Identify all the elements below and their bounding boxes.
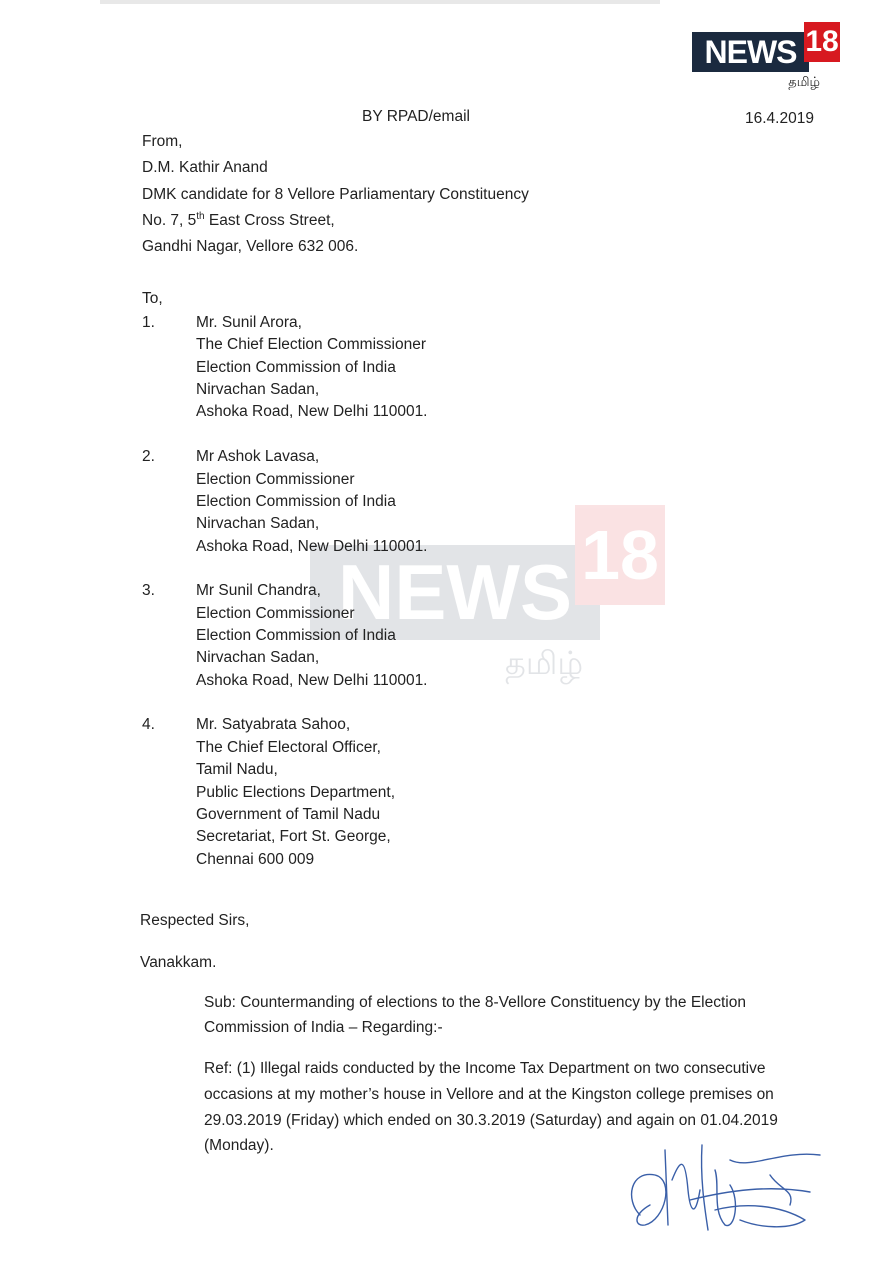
watermark-tamil: தமிழ் [505,645,584,681]
watermark-number: 18 [575,505,665,605]
recipient-line: Ashoka Road, New Delhi 110001. [196,538,428,555]
recipient-number: 1. [142,314,155,331]
recipient-line: Mr Sunil Chandra, [196,582,321,599]
news18-watermark [310,505,665,695]
recipient-line: Chennai 600 009 [196,851,315,868]
recipient-line: Election Commission of India [196,493,396,510]
letter-date: 16.4.2019 [745,110,814,127]
recipient-line: The Chief Electoral Officer, [196,739,381,756]
recipient-line: Government of Tamil Nadu [196,806,381,823]
watermark-news: NEWS [310,545,600,640]
from-label: From, [142,133,183,150]
scan-edge [100,0,660,4]
sender-address-line1: No. 7, 5th East Cross Street, [142,210,335,229]
recipient-line: Secretariat, Fort St. George, [196,828,391,845]
recipient-number: 2. [142,448,155,465]
recipient-line: Ashoka Road, New Delhi 110001. [196,672,428,689]
reference-line: 29.03.2019 (Friday) which ended on 30.3.2019 (Saturday) and again on 01.04.2019 [204,1112,778,1129]
subject-line: Commission of India – Regarding:- [204,1019,443,1036]
recipient-line: Election Commission of India [196,359,396,376]
recipient-line: Election Commission of India [196,627,396,644]
reference-line: Ref: (1) Illegal raids conducted by the Income Tax Department on two consecutive [204,1060,766,1077]
salutation: Respected Sirs, [140,912,250,929]
subject-line: Sub: Countermanding of elections to the 8-Vellore Constituency by the Election [204,994,746,1011]
recipient-number: 4. [142,716,155,733]
recipient-line: Nirvachan Sadan, [196,381,320,398]
handwritten-signature [620,1130,830,1240]
sender-name: D.M. Kathir Anand [142,159,268,176]
recipient-line: Ashoka Road, New Delhi 110001. [196,403,428,420]
recipient-line: The Chief Election Commissioner [196,336,427,353]
to-label: To, [142,290,163,307]
recipient-line: Public Elections Department, [196,784,396,801]
logo-news-text: NEWS [692,32,809,72]
recipient-line: Tamil Nadu, [196,761,278,778]
reference-line: occasions at my mother’s house in Vellore and at the Kingston college premises on [204,1086,774,1103]
recipient-line: Nirvachan Sadan, [196,649,320,666]
recipient-line: Mr. Sunil Arora, [196,314,302,331]
recipient-number: 3. [142,582,155,599]
recipient-line: Mr Ashok Lavasa, [196,448,320,465]
recipient-line: Election Commissioner [196,605,355,622]
sender-role: DMK candidate for 8 Vellore Parliamentary Constituency [142,186,529,203]
greeting: Vanakkam. [140,954,217,971]
logo-number: 18 [804,22,840,62]
news18-tamil-logo [692,22,842,94]
sender-address-line2: Gandhi Nagar, Vellore 632 006. [142,238,359,255]
reference-line: (Monday). [204,1137,274,1154]
recipient-line: Nirvachan Sadan, [196,515,320,532]
recipient-line: Mr. Satyabrata Sahoo, [196,716,351,733]
recipient-line: Election Commissioner [196,471,355,488]
logo-tamil-text: தமிழ் [788,74,820,89]
delivery-method: BY RPAD/email [362,108,470,125]
